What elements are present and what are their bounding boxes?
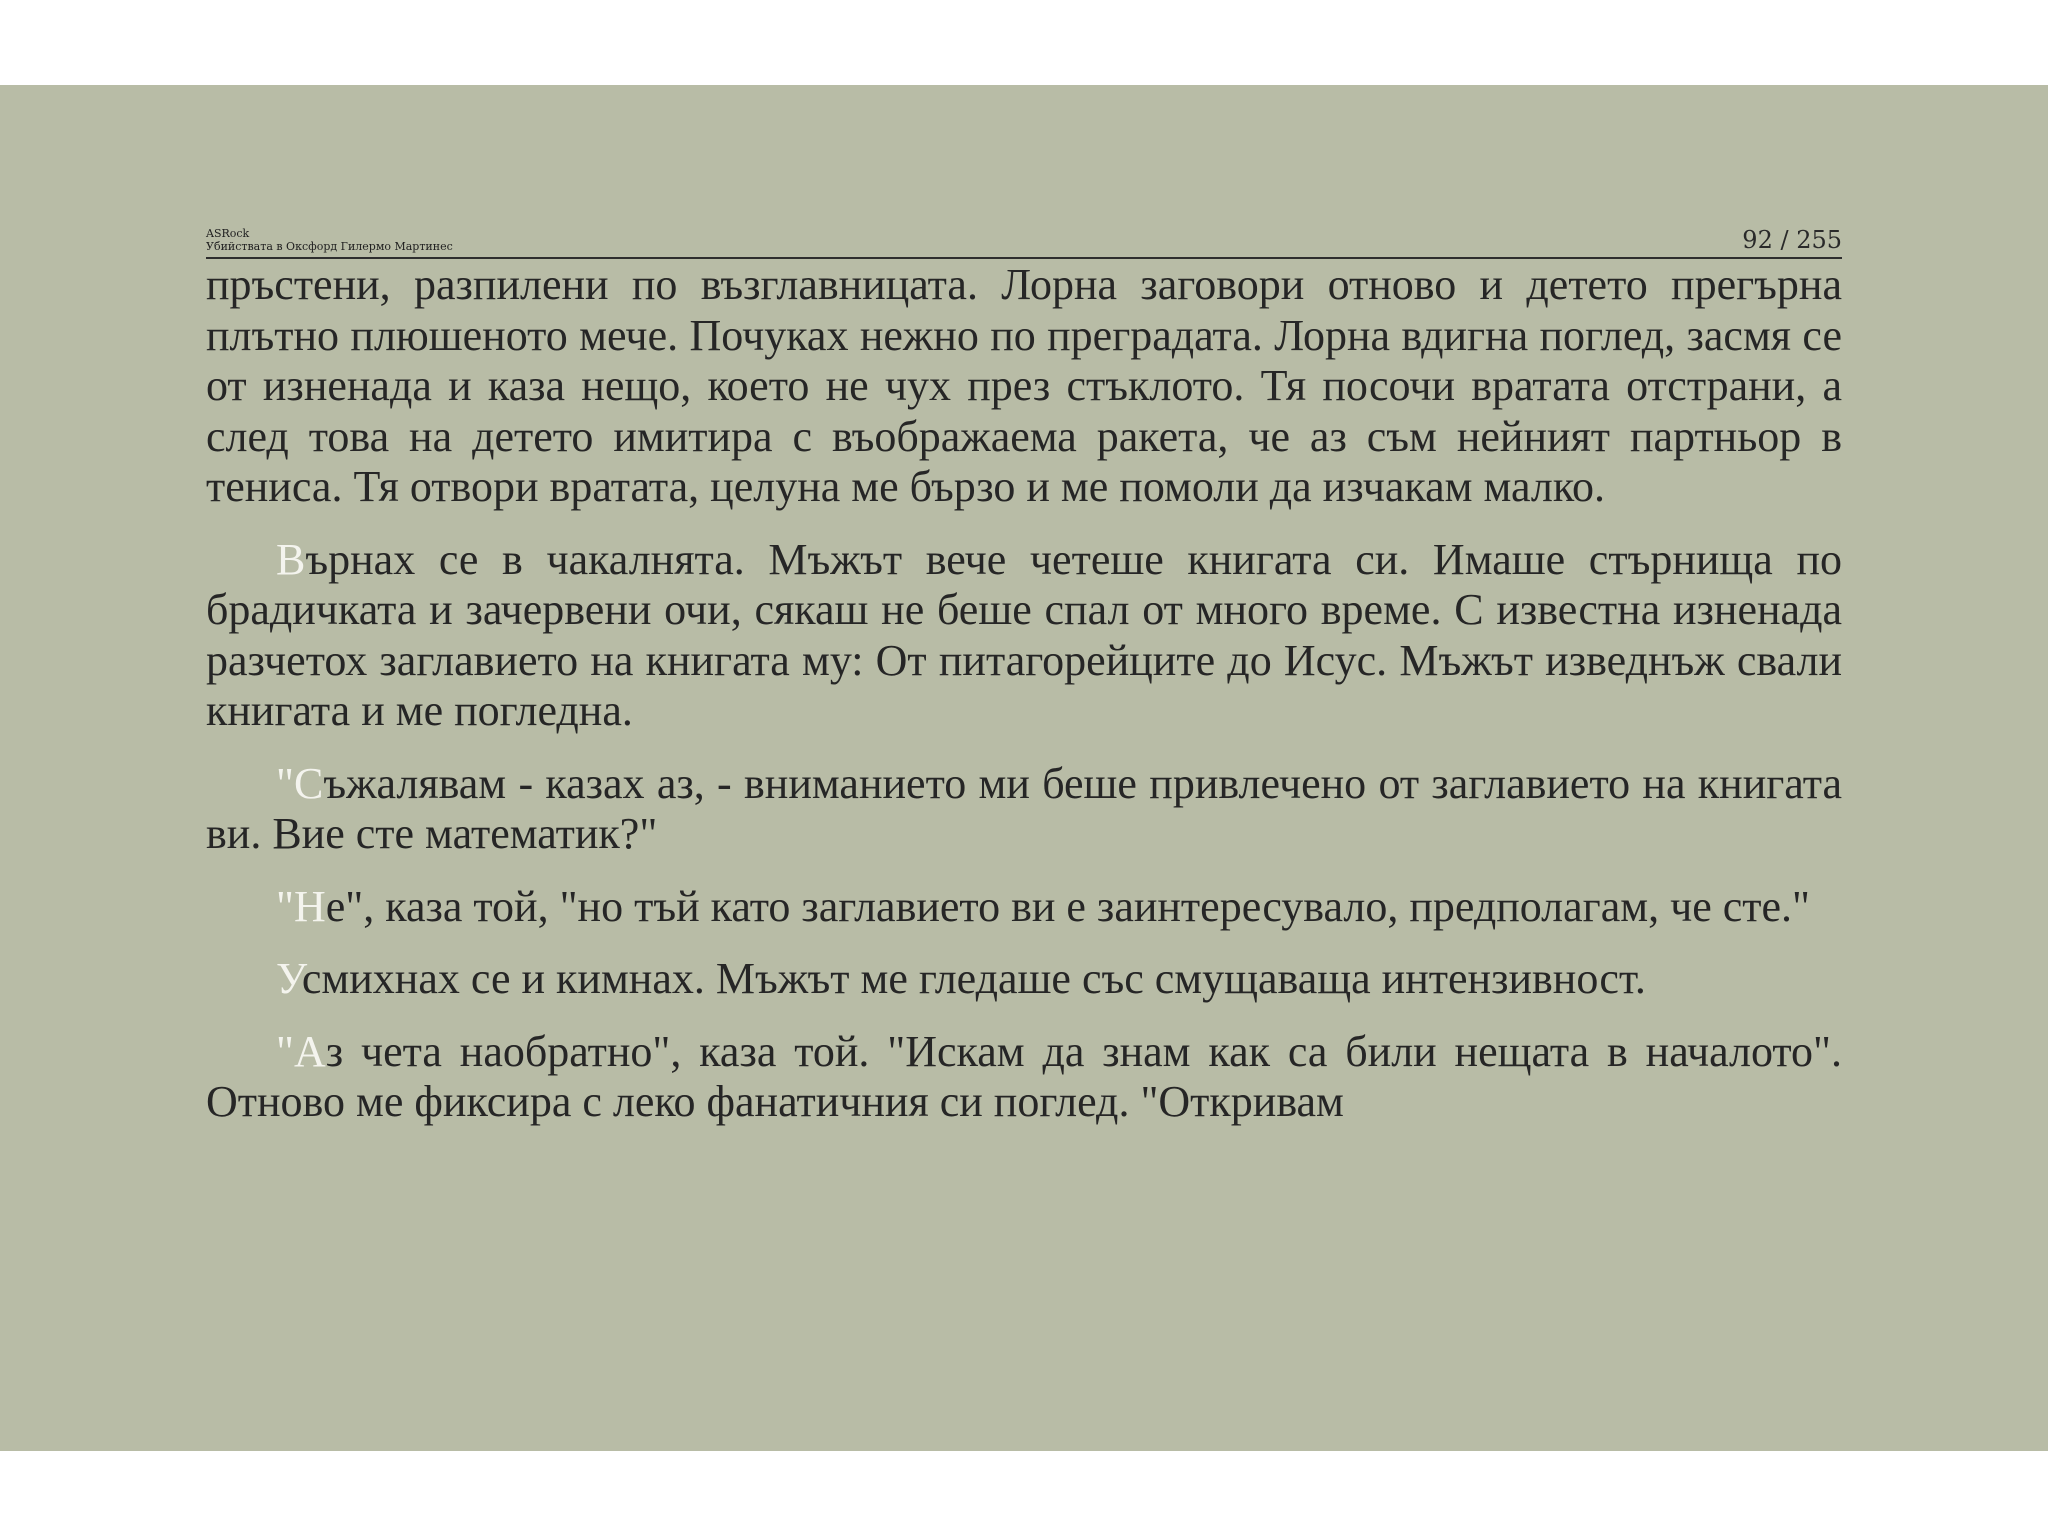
paragraph-text: ърнах се в чакалнята. Мъжът вече четеше книгата си. Имаше стърнища по брадичката и зачервени очи, сякаш не беше спал от много време. С известна изненада разчетох заглавието на книгата му: От питагорейците до Исус. Мъжът изведнъж свали книгата и ме погледна. — [206, 534, 1842, 735]
paragraph-initial: В — [276, 534, 306, 584]
paragraph-text: ъжалявам - казах аз, - вниманието ми беше привлечено от заглавието на книгата ви. Вие сте математик?" — [206, 758, 1842, 858]
page-counter — [1742, 226, 1842, 254]
paragraph-initial: "Н — [276, 881, 326, 931]
paragraph — [206, 759, 1842, 860]
paragraph-initial: У — [276, 954, 302, 1003]
page-current: 92 — [1742, 226, 1773, 254]
page-total: 255 — [1796, 226, 1842, 254]
book-text — [206, 260, 1842, 1150]
paragraph — [206, 882, 1842, 933]
paragraph-text: смихнах се и кимнах. Мъжът ме гледаше със смущаваща интензивност. — [301, 954, 1646, 1003]
header-book-title: Убийствата в Оксфорд Гилермо Мартинес — [206, 240, 453, 253]
paragraph — [206, 954, 1842, 1005]
header-source: ASRock — [206, 227, 250, 240]
paragraph-text: з чета наобратно", каза той. "Искам да знам как са били нещата в началото". Отново ме фиксира с леко фанатичния си поглед. "Откривам — [206, 1026, 1842, 1126]
paragraph-initial: "С — [276, 758, 324, 808]
paragraph — [206, 1027, 1842, 1128]
paragraph-initial: "А — [276, 1026, 326, 1076]
paragraph — [206, 535, 1842, 737]
page-separator: / — [1772, 226, 1797, 254]
paragraph — [206, 260, 1842, 513]
paragraph-text: е", каза той, "но тъй като заглавието ви е заинтересувало, предполагам, че сте." — [325, 881, 1810, 931]
header-book-info — [206, 227, 453, 253]
paragraph-text: пръстени, разпилени по възглавницата. Лорна заговори отново и детето прегърна плътно плюшеното мече. Почуках нежно по преградата. Лорна вдигна поглед, засмя се от изненада и каза нещо, което не чух през стъклото. Тя посочи вратата отстрани, а след това на детето имитира с въображаема ракета, че аз съм нейният партньор в тениса. Тя отвори вратата, целуна ме бързо и ме помоли да изчакам малко. — [206, 260, 1842, 511]
page-header — [206, 137, 1842, 259]
